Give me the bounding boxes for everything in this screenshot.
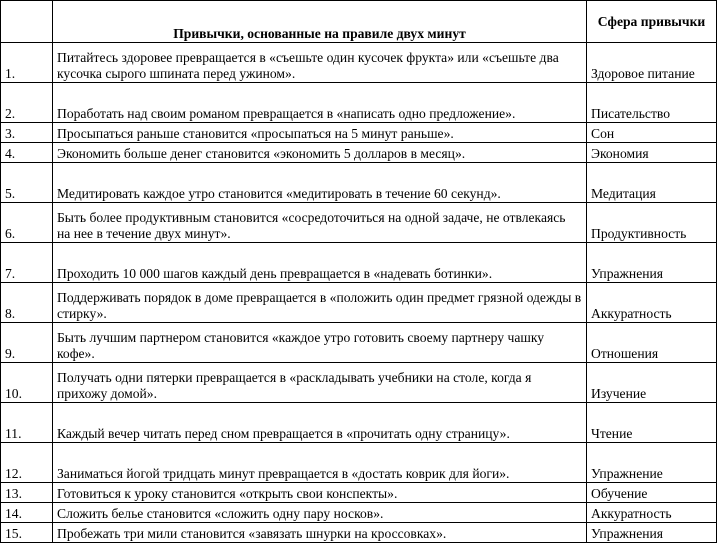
row-habit: Поддерживать порядок в доме превращается в «положить один предмет грязной одежды в стирку». (53, 283, 587, 323)
row-habit: Медитировать каждое утро становится «медитировать в течение 60 секунд». (53, 163, 587, 203)
row-number: 11. (1, 403, 53, 443)
row-area: Продуктивность (587, 203, 717, 243)
row-number: 9. (1, 323, 53, 363)
table-row (1, 523, 717, 543)
row-number: 6. (1, 203, 53, 243)
header-row (1, 1, 717, 43)
row-area: Изучение (587, 363, 717, 403)
row-number: 4. (1, 143, 53, 163)
row-area: Упражнения (587, 523, 717, 543)
table-row (1, 483, 717, 503)
header-area: Сфера привычки (587, 1, 717, 43)
table-row (1, 143, 717, 163)
row-number: 15. (1, 523, 53, 543)
table-row (1, 43, 717, 83)
row-habit: Готовиться к уроку становится «открыть свои конспекты». (53, 483, 587, 503)
table-row (1, 283, 717, 323)
row-number: 13. (1, 483, 53, 503)
row-number: 10. (1, 363, 53, 403)
row-habit: Получать одни пятерки превращается в «раскладывать учебники на столе, когда я прихожу домой». (53, 363, 587, 403)
row-habit: Проходить 10 000 шагов каждый день превращается в «надевать ботинки». (53, 243, 587, 283)
table-row (1, 363, 717, 403)
row-habit: Сложить белье становится «сложить одну пару носков». (53, 503, 587, 523)
row-habit: Заниматься йогой тридцать минут превращается в «достать коврик для йоги». (53, 443, 587, 483)
row-area: Отношения (587, 323, 717, 363)
row-habit: Питайтесь здоровее превращается в «съешьте один кусочек фрукта» или «съешьте два кусочка сырого шпината перед ужином». (53, 43, 587, 83)
row-area: Здоровое питание (587, 43, 717, 83)
table-row (1, 503, 717, 523)
header-number (1, 1, 53, 43)
row-habit: Каждый вечер читать перед сном превращается в «прочитать одну страницу». (53, 403, 587, 443)
row-area: Чтение (587, 403, 717, 443)
row-area: Писательство (587, 83, 717, 123)
row-area: Сон (587, 123, 717, 143)
row-habit: Пробежать три мили становится «завязать шнурки на кроссовках». (53, 523, 587, 543)
row-habit: Быть лучшим партнером становится «каждое утро готовить своему партнеру чашку кофе». (53, 323, 587, 363)
row-area: Экономия (587, 143, 717, 163)
row-number: 7. (1, 243, 53, 283)
table-row (1, 123, 717, 143)
table-row (1, 403, 717, 443)
row-habit: Поработать над своим романом превращается в «написать одно предложение». (53, 83, 587, 123)
table-row (1, 163, 717, 203)
row-habit: Просыпаться раньше становится «просыпаться на 5 минут раньше». (53, 123, 587, 143)
table-row (1, 243, 717, 283)
row-habit: Экономить больше денег становится «экономить 5 долларов в месяц». (53, 143, 587, 163)
row-number: 8. (1, 283, 53, 323)
row-area: Упражнения (587, 243, 717, 283)
row-area: Обучение (587, 483, 717, 503)
row-number: 3. (1, 123, 53, 143)
row-area: Аккуратность (587, 503, 717, 523)
table-row (1, 83, 717, 123)
row-area: Медитация (587, 163, 717, 203)
table-row (1, 443, 717, 483)
table-row (1, 323, 717, 363)
row-number: 14. (1, 503, 53, 523)
row-number: 2. (1, 83, 53, 123)
row-habit: Быть более продуктивным становится «сосредоточиться на одной задаче, не отвлекаясь на нее в течение двух минут». (53, 203, 587, 243)
table-row (1, 203, 717, 243)
row-area: Аккуратность (587, 283, 717, 323)
row-area: Упражнение (587, 443, 717, 483)
header-habit: Привычки, основанные на правиле двух минут (53, 1, 587, 43)
row-number: 12. (1, 443, 53, 483)
row-number: 1. (1, 43, 53, 83)
row-number: 5. (1, 163, 53, 203)
